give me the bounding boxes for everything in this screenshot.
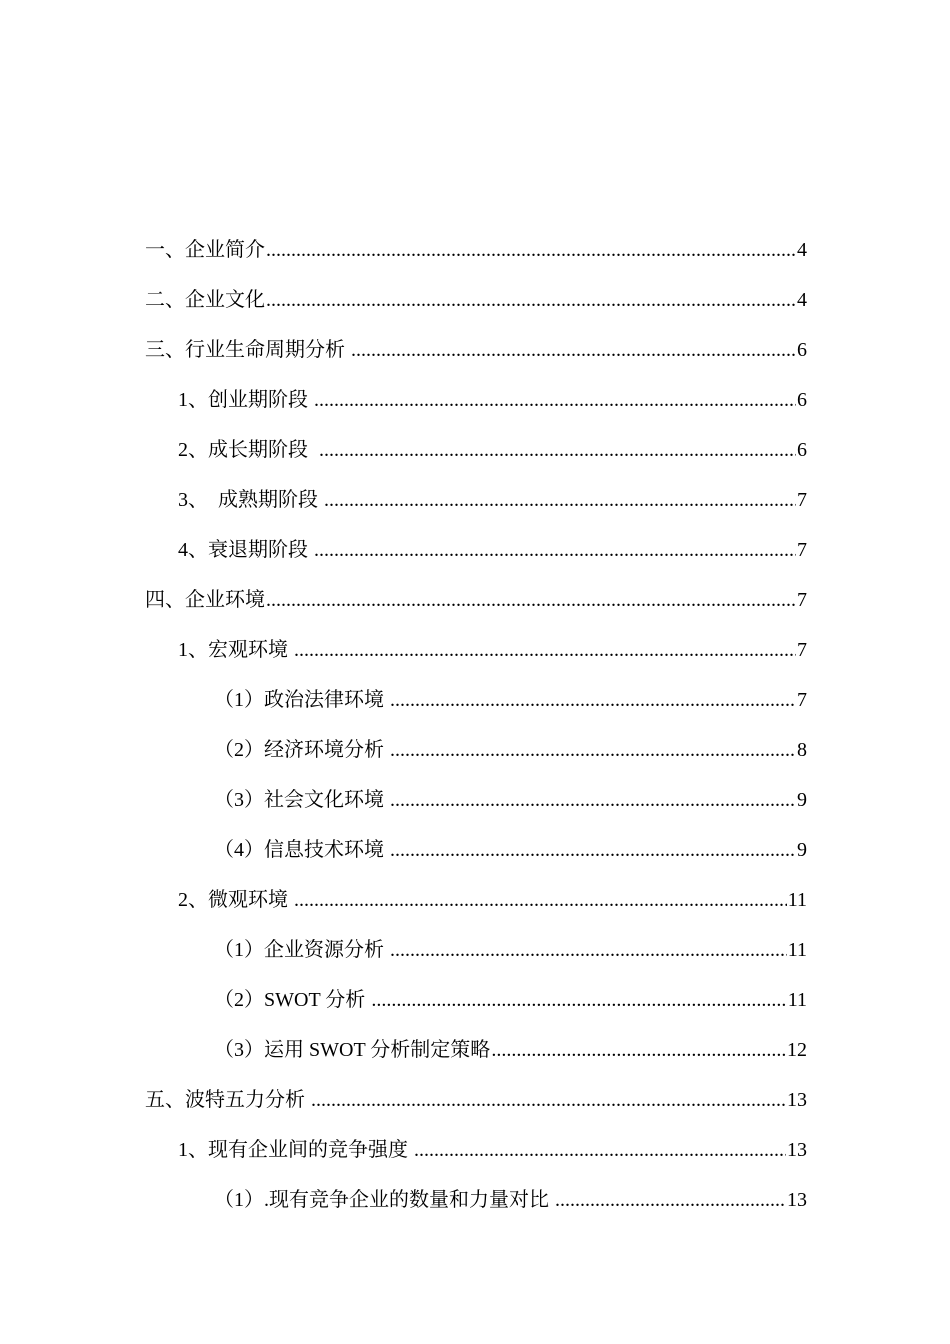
toc-page-number: 6: [797, 389, 807, 411]
toc-entry-label: （2）SWOT 分析: [214, 989, 371, 1011]
toc-entry-label: 3、 成熟期阶段: [178, 489, 323, 511]
toc-entry-label: （1）企业资源分析: [214, 939, 389, 961]
toc-entry-label: 4、衰退期阶段: [178, 539, 313, 561]
toc-page-number: 9: [797, 789, 807, 811]
toc-leader: [324, 488, 796, 512]
toc-entry-label: （3）社会文化环境: [214, 789, 389, 811]
toc-entry[interactable]: [145, 1062, 807, 1112]
toc-leader: [294, 638, 796, 662]
toc-entry[interactable]: [145, 562, 807, 612]
toc-entry[interactable]: [178, 362, 807, 412]
toc-leader: [314, 388, 796, 412]
toc-entry[interactable]: [214, 812, 807, 862]
toc-entry-label: 2、成长期阶段: [178, 439, 318, 461]
toc-entry-label: 1、创业期阶段: [178, 389, 313, 411]
toc-entry[interactable]: [214, 662, 807, 712]
toc-leader: [390, 938, 787, 962]
toc-leader: [390, 838, 796, 862]
toc-leader: [491, 1038, 786, 1062]
toc-entry-label: 一、企业简介: [145, 239, 265, 261]
toc-page-number: 4: [797, 289, 807, 311]
toc-page-number: 11: [787, 989, 807, 1011]
toc-leader: [266, 238, 796, 262]
toc-leader: [311, 1088, 786, 1112]
toc-entry-label: （3）运用 SWOT 分析制定策略: [214, 1039, 491, 1061]
toc-leader: [351, 338, 796, 362]
toc-entry-label: 2、微观环境: [178, 889, 293, 911]
toc-entry-label: 五、波特五力分析: [145, 1089, 310, 1111]
toc-page-number: 7: [797, 589, 807, 611]
toc-page-number: 7: [797, 539, 807, 561]
toc-page-number: 13: [787, 1139, 807, 1161]
toc-leader: [414, 1138, 786, 1162]
toc-entry[interactable]: [214, 962, 807, 1012]
toc-entry[interactable]: [178, 512, 807, 562]
toc-page-number: 9: [797, 839, 807, 861]
toc-entry[interactable]: [214, 712, 807, 762]
toc-page-number: 7: [797, 689, 807, 711]
toc-leader: [390, 688, 796, 712]
toc-leader: [390, 738, 796, 762]
toc-entry-label: 1、现有企业间的竞争强度: [178, 1139, 413, 1161]
toc-entry[interactable]: [214, 762, 807, 812]
toc-entry[interactable]: [145, 262, 807, 312]
toc-page-number: 11: [787, 889, 807, 911]
toc-leader: [555, 1188, 786, 1212]
toc-leader: [314, 538, 796, 562]
toc-entry[interactable]: [214, 1162, 807, 1212]
toc-page-number: 4: [797, 239, 807, 261]
toc-entry[interactable]: [178, 1112, 807, 1162]
toc-entry-label: （2）经济环境分析: [214, 739, 389, 761]
toc-page-number: 8: [797, 739, 807, 761]
toc-page-number: 7: [797, 639, 807, 661]
toc-entry-label: 1、宏观环境: [178, 639, 293, 661]
toc-entry[interactable]: [145, 312, 807, 362]
toc-page-number: 7: [797, 489, 807, 511]
toc-leader: [371, 988, 786, 1012]
toc-entry[interactable]: [214, 1012, 807, 1062]
toc-leader: [390, 788, 796, 812]
toc-entry[interactable]: [178, 612, 807, 662]
toc-entry[interactable]: [178, 862, 807, 912]
toc-leader: [319, 438, 796, 462]
toc-entry-label: 三、行业生命周期分析: [145, 339, 350, 361]
toc-entry-label: （4）信息技术环境: [214, 839, 389, 861]
toc-page-number: 13: [787, 1089, 807, 1111]
toc-page-number: 6: [797, 339, 807, 361]
toc-leader: [294, 888, 787, 912]
toc-entry-label: 四、企业环境: [145, 589, 265, 611]
toc-entry[interactable]: [178, 462, 807, 512]
toc-entry[interactable]: [178, 412, 807, 462]
toc-entry-label: 二、企业文化: [145, 289, 265, 311]
toc-page-number: 12: [787, 1039, 807, 1061]
toc-leader: [266, 288, 796, 312]
toc-page-number: 13: [787, 1189, 807, 1211]
toc-page-number: 11: [787, 939, 807, 961]
toc-leader: [266, 588, 796, 612]
toc-entry[interactable]: [214, 912, 807, 962]
toc-entry-label: （1）政治法律环境: [214, 689, 389, 711]
toc-entry-label: （1）.现有竞争企业的数量和力量对比: [214, 1189, 554, 1211]
toc-page-number: 6: [797, 439, 807, 461]
toc-entry[interactable]: [145, 212, 807, 262]
